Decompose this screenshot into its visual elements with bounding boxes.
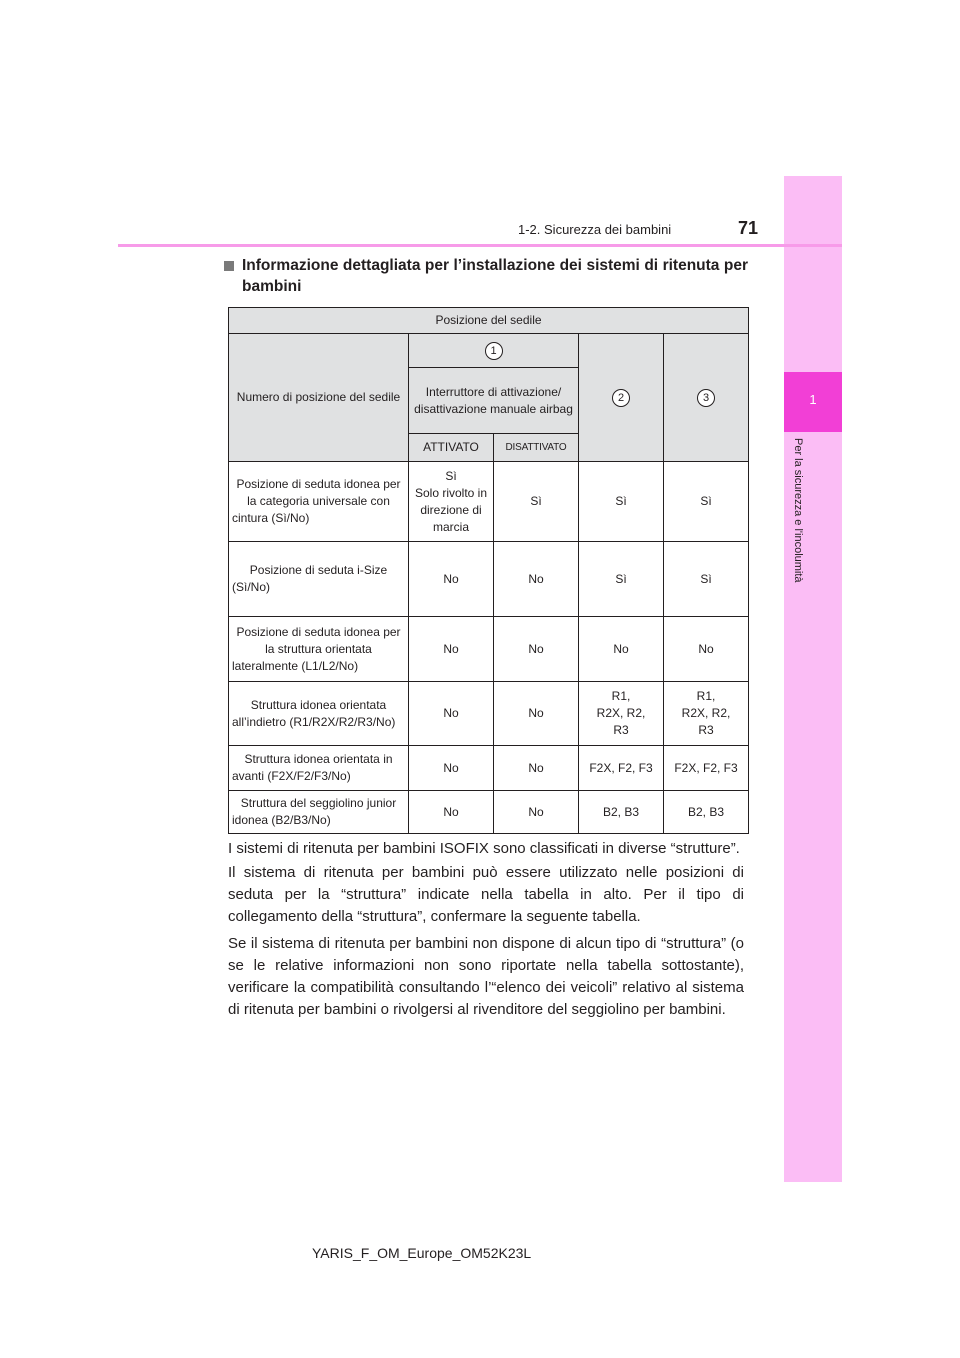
cell-seat2: No <box>579 617 664 682</box>
paragraph: Se il sistema di ritenuta per bambini non dispone di alcun tipo di “struttura” (o se le relative informazioni non sono riportate nella tabella sottostante), verificare la compatibilità consultando l’“elenco dei veicoli” relativo al sistema di ritenuta per bambini o rivolgersi al rivenditore del seggiolino per bambini. <box>228 935 744 1018</box>
seat-3-badge: 3 <box>697 389 715 407</box>
airbag-off-header: DISATTIVATO <box>494 434 579 462</box>
cell-seat3: Sì <box>664 542 749 617</box>
cell-seat2: B2, B3 <box>579 791 664 834</box>
seat-2-badge: 2 <box>612 389 630 407</box>
cell-off: No <box>494 542 579 617</box>
section-title: 1-2. Sicurezza dei bambini <box>518 222 672 237</box>
cell-seat2: Sì <box>579 542 664 617</box>
cell-seat2: F2X, F2, F3 <box>579 746 664 791</box>
seat-number-label: Numero di posizione del sedile <box>229 334 409 462</box>
seat-position-table <box>228 307 749 834</box>
table-row <box>229 542 749 617</box>
cell-off: Sì <box>494 462 579 542</box>
chapter-tab[interactable] <box>784 372 842 432</box>
table-row <box>229 791 749 834</box>
chapter-label <box>788 438 808 618</box>
cell-seat3: F2X, F2, F3 <box>664 746 749 791</box>
airbag-on-header: ATTIVATO <box>409 434 494 462</box>
cell-on <box>409 462 494 542</box>
table-row <box>229 462 749 542</box>
table-title: Posizione del sedile <box>229 308 749 334</box>
cell-seat3: Sì <box>664 462 749 542</box>
row-label: Posizione di seduta i-Size (Sì/No) <box>229 542 409 617</box>
cell-on: No <box>409 682 494 746</box>
cell-seat2: Sì <box>579 462 664 542</box>
row-label: Posizione di seduta idonea per la categoria universale con cintura (Sì/No) <box>229 462 409 542</box>
heading-bullet-icon <box>224 261 234 271</box>
cell-on: No <box>409 746 494 791</box>
cell-on: No <box>409 617 494 682</box>
side-tab-strip <box>784 176 842 1182</box>
footer-doc-code: YARIS_F_OM_Europe_OM52K23L <box>312 1245 532 1261</box>
cell-off: No <box>494 682 579 746</box>
seat-1-header <box>409 334 579 368</box>
cell-on: No <box>409 791 494 834</box>
row-label: Struttura idonea orientata in avanti (F2X/F2/F3/No) <box>229 746 409 791</box>
header-rule <box>118 244 842 247</box>
airbag-switch-label: Interruttore di attivazione/ disattivazione manuale airbag <box>409 368 579 434</box>
seat-2-header <box>579 334 664 462</box>
row-label: Struttura idonea orientata all’indietro (R1/R2X/R2/R3/No) <box>229 682 409 746</box>
cell-seat2-text: R1, R2X, R2, R3 <box>596 689 646 737</box>
seat-1-badge: 1 <box>485 342 503 360</box>
cell-seat3 <box>664 682 749 746</box>
row-label: Struttura del seggiolino junior idonea (B2/B3/No) <box>229 791 409 834</box>
cell-seat3: No <box>664 617 749 682</box>
cell-on-text: Sì Solo rivolto in direzione di marcia <box>414 468 488 534</box>
cell-seat2 <box>579 682 664 746</box>
row-label: Posizione di seduta idonea per la struttura orientata lateralmente (L1/L2/No) <box>229 617 409 682</box>
cell-seat3: B2, B3 <box>664 791 749 834</box>
cell-off: No <box>494 617 579 682</box>
cell-off: No <box>494 791 579 834</box>
page-number: 71 <box>738 218 759 238</box>
chapter-number: 1 <box>809 392 817 407</box>
table-row <box>229 746 749 791</box>
section-heading: Informazione dettagliata per l’installazione dei sistemi di ritenuta per bambini <box>242 257 748 295</box>
cell-off: No <box>494 746 579 791</box>
table-row <box>229 682 749 746</box>
seat-3-header <box>664 334 749 462</box>
table-row <box>229 617 749 682</box>
paragraph: I sistemi di ritenuta per bambini ISOFIX sono classificati in diverse “strutture”. <box>228 840 740 857</box>
cell-seat3-text: R1, R2X, R2, R3 <box>681 689 731 737</box>
chapter-label-text: Per la sicurezza e l'incolumità <box>792 438 804 583</box>
cell-on: No <box>409 542 494 617</box>
paragraph: Il sistema di ritenuta per bambini può essere utilizzato nelle posizioni di seduta per la “struttura” indicate nella tabella in alto. Per il tipo di collegamento della “struttura”, confermare la seguente tabella. <box>228 864 744 925</box>
